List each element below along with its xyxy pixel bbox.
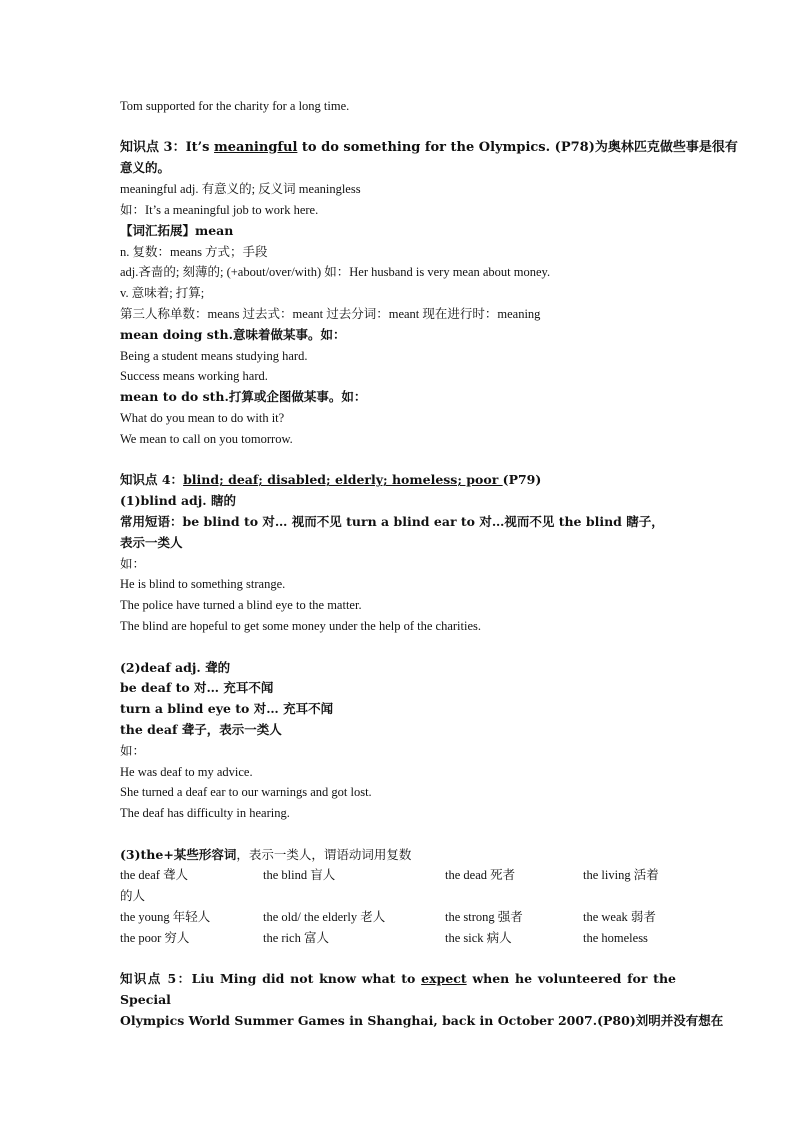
table-cell: the rich 富人	[263, 930, 329, 945]
kp4-deaf-phrase-3: the deaf 聋子，表示一类人	[120, 721, 282, 737]
kp3-noun-line: n. 复数：means 方式；手段	[120, 244, 268, 259]
table-cell: the dead 死者	[445, 868, 516, 883]
kp4-heading	[120, 470, 676, 491]
kp4-blind-title: (1)blind adj. 瞎的	[120, 493, 237, 509]
table-cell: the homeless	[583, 930, 648, 945]
kp4-heading-keywords: blind; deaf; disabled; elderly; homeless; poor	[183, 472, 503, 488]
table-cell: the weak 弱者	[583, 910, 656, 925]
kp4-heading-pre: 知识点 4：	[120, 472, 184, 488]
kp4-the-adj-title	[120, 845, 676, 866]
kp4-deaf-phrase-1: be deaf to 对… 充耳不闻	[120, 680, 274, 696]
table-cell: the deaf 聋人	[120, 868, 189, 883]
kp3-example: 如：It’s a meaningful job to work here.	[120, 202, 319, 217]
intro-sentence: Tom supported for the charity for a long time.	[120, 99, 350, 113]
kp3-example-2: Success means working hard.	[120, 369, 268, 384]
table-cell: the strong 强者	[445, 910, 523, 925]
kp4-blind-phrases: 常用短语：be blind to 对… 视而不见 turn a blind ear to 对…视而不见 the blind 瞎子，	[120, 513, 664, 529]
table-cell: the young 年轻人	[120, 910, 211, 925]
kp3-forms-line: 第三人称单数：means 过去式：meant 过去分词：meant 现在进行时：meaning	[120, 306, 541, 321]
table-row	[120, 907, 676, 928]
kp3-heading-cont: 意义的。	[120, 160, 171, 176]
kp3-example-4: We mean to call on you tomorrow.	[120, 431, 293, 446]
kp5-heading-line-2: Olympics World Summer Games in Shanghai, back in October 2007.(P80)刘明并没有想在	[120, 1013, 724, 1029]
kp3-phrase-1: mean doing sth.意味着做某事。如：	[120, 326, 346, 342]
table-cell: the living 活着	[583, 868, 659, 883]
kp4-deaf-ru: 如：	[120, 743, 146, 758]
kp5-heading-pre: 知识点 5：Liu Ming did not know what to	[120, 971, 422, 987]
kp5-heading-post: when he volunteered for the Special	[120, 971, 676, 1008]
kp3-expand-title: 【词汇拓展】mean	[120, 222, 234, 238]
kp4-blind-ru: 如：	[120, 556, 146, 571]
table-cell: the poor 穷人	[120, 930, 190, 945]
kp5-heading	[120, 969, 676, 1011]
table-cell: the blind 盲人	[263, 868, 336, 883]
kp3-heading-post: to do something for the Olympics. (P78)为奥林匹克做些事是很有	[297, 139, 738, 155]
kp3-adj-line: adj.吝啬的; 刻薄的; (+about/over/with) 如：Her husband is very mean about money.	[120, 265, 551, 280]
table-row	[120, 865, 676, 886]
kp3-example-3: What do you mean to do with it?	[120, 410, 285, 425]
kp4-blind-example-2: The police have turned a blind eye to the matter.	[120, 598, 362, 613]
kp4-heading-post: (P79)	[502, 472, 542, 488]
table-cell: the sick 病人	[445, 930, 512, 945]
kp3-example-1: Being a student means studying hard.	[120, 348, 308, 363]
kp3-verb-line: v. 意味着; 打算;	[120, 286, 205, 301]
kp5-heading-keyword: expect	[421, 971, 467, 987]
table-row	[120, 928, 676, 949]
document-page	[120, 96, 738, 1032]
kp4-blind-phrases-cont: 表示一类人	[120, 534, 183, 550]
kp3-heading	[120, 138, 738, 159]
kp4-blind-example-1: He is blind to something strange.	[120, 577, 286, 592]
kp3-definition: meaningful adj. 有意义的; 反义词 meaningless	[120, 182, 361, 197]
table-cell: the old/ the elderly 老人	[263, 910, 386, 925]
kp4-deaf-example-2: She turned a deaf ear to our warnings and got lost.	[120, 785, 372, 800]
kp4-deaf-example-1: He was deaf to my advice.	[120, 764, 253, 779]
kp4-deaf-title: (2)deaf adj. 聋的	[120, 659, 231, 675]
kp3-heading-keyword: meaningful	[214, 139, 298, 155]
kp4-the-adj-title-bold: (3)the+某些形容词	[120, 846, 237, 862]
kp4-deaf-example-3: The deaf has difficulty in hearing.	[120, 806, 290, 821]
table-cell: 的人	[120, 889, 146, 904]
table-row	[120, 886, 676, 907]
kp4-deaf-phrase-2: turn a blind eye to 对… 充耳不闻	[120, 701, 334, 717]
kp4-blind-example-3: The blind are hopeful to get some money under the help of the charities.	[120, 618, 481, 633]
kp4-the-adj-title-rest: ，表示一类人，谓语动词用复数	[236, 847, 412, 862]
kp3-phrase-2: mean to do sth.打算或企图做某事。如：	[120, 389, 367, 405]
kp3-heading-pre: 知识点 3：It’s	[120, 139, 215, 155]
